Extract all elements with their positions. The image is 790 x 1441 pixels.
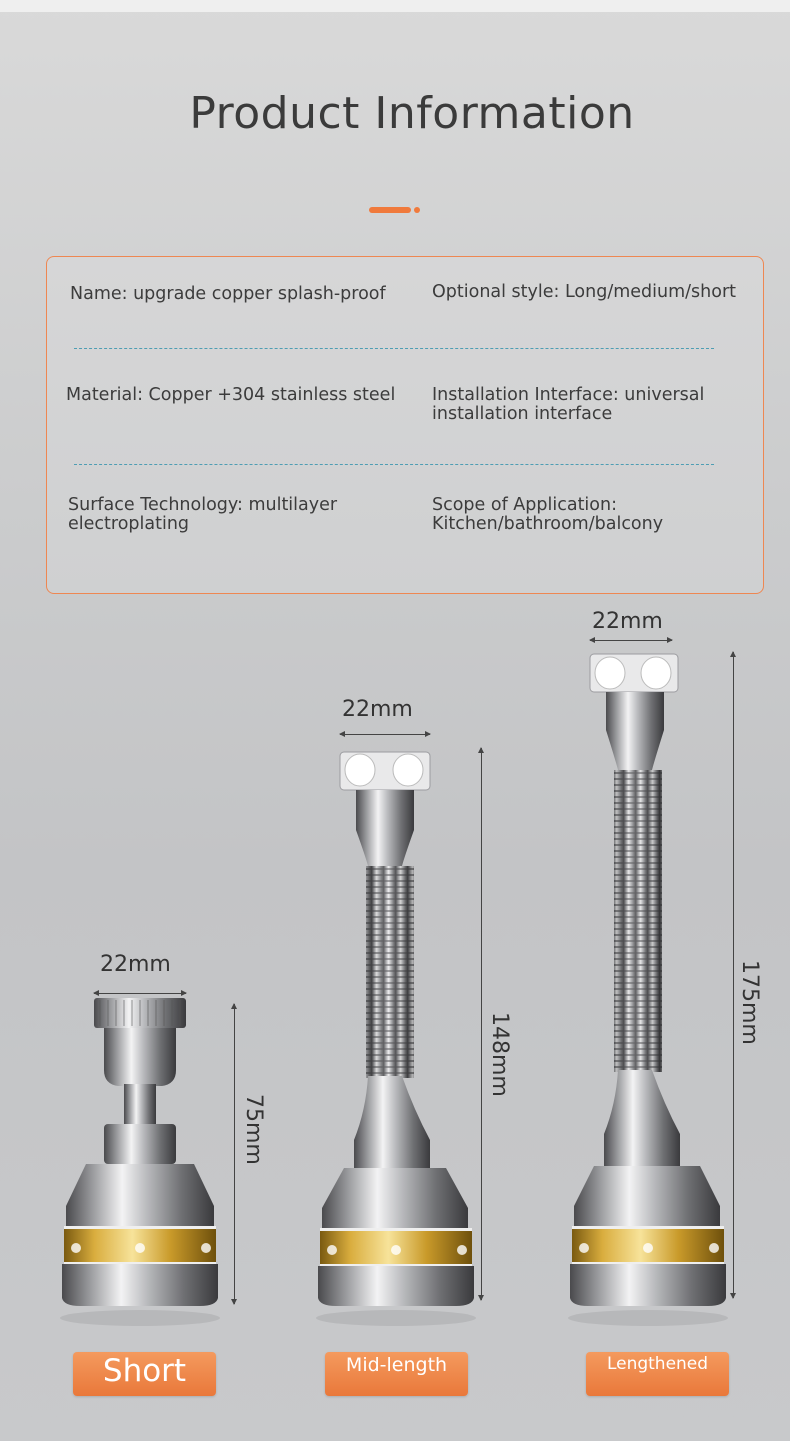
long-width-arrow <box>590 640 672 641</box>
short-aerator <box>60 998 220 1326</box>
long-height-label: 175mm <box>737 960 762 1045</box>
long-height-arrow <box>733 652 734 1298</box>
spec-surface-line1: Surface Technology: multilayer <box>68 495 338 515</box>
spec-name: Name: upgrade copper splash-proof <box>70 284 386 304</box>
long-aerator <box>568 654 728 1326</box>
long-width-label: 22mm <box>592 609 663 634</box>
short-button[interactable]: Short <box>73 1352 216 1396</box>
mid-height-label: 148mm <box>487 1012 512 1097</box>
short-height-arrow <box>234 1004 235 1304</box>
spec-scope-line1: Scope of Application: <box>432 495 617 515</box>
short-width-arrow <box>94 993 186 994</box>
page-title: Product Information <box>189 88 635 139</box>
lengthened-button[interactable]: Lengthened <box>586 1352 729 1396</box>
short-height-label: 75mm <box>241 1094 266 1165</box>
spec-installation-line2: installation interface <box>432 404 613 424</box>
spec-surface-line2: electroplating <box>68 514 190 534</box>
spec-material: Material: Copper +304 stainless steel <box>66 385 396 405</box>
short-width-label: 22mm <box>100 952 171 977</box>
mid-length-button[interactable]: Mid-length <box>325 1352 468 1396</box>
mid-width-arrow <box>340 734 430 735</box>
spec-optional-style: Optional style: Long/medium/short <box>432 282 737 302</box>
spec-installation-line1: Installation Interface: universal <box>432 385 705 405</box>
spec-scope-line2: Kitchen/bathroom/balcony <box>432 514 664 534</box>
mid-width-label: 22mm <box>342 697 413 722</box>
mid-height-arrow <box>481 748 482 1300</box>
mid-aerator <box>316 752 476 1326</box>
